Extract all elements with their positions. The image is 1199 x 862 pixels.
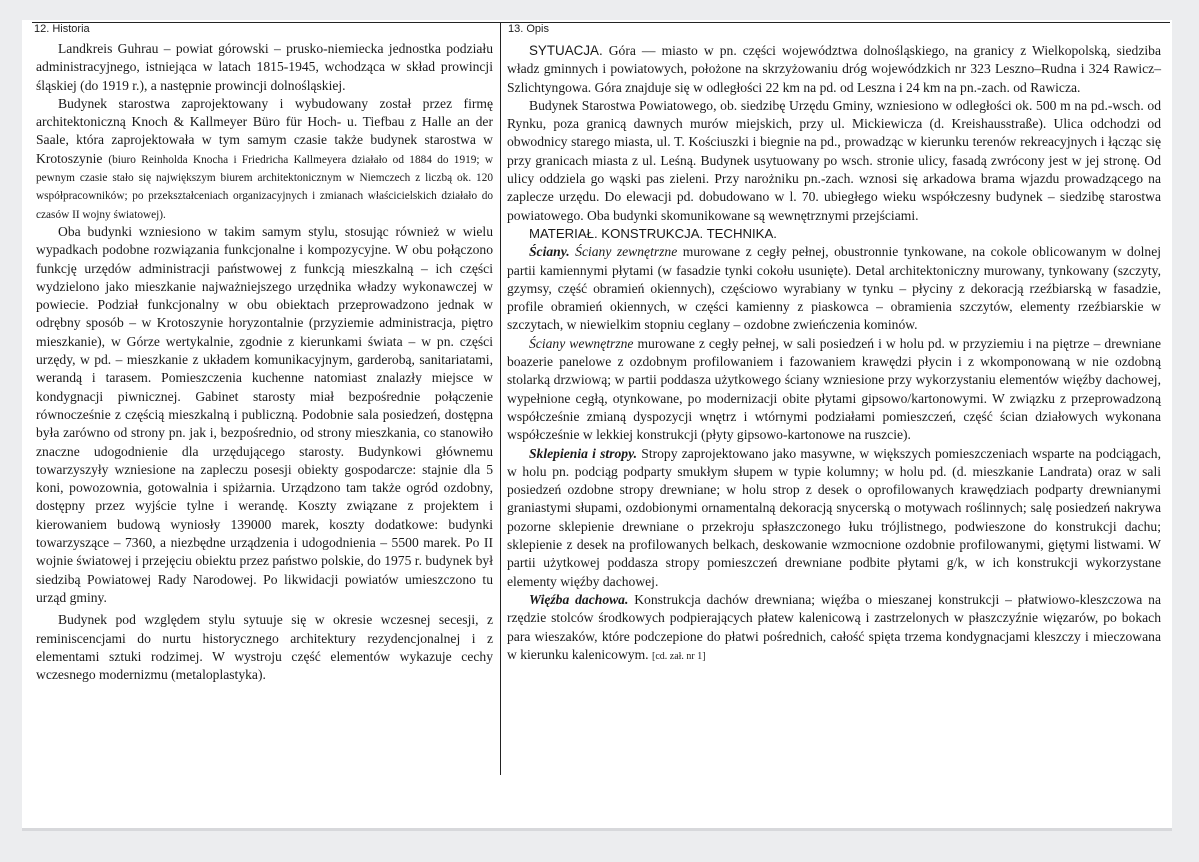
page-shadow-edge — [22, 828, 1172, 831]
history-paragraph-2 — [36, 95, 493, 223]
material-heading-line — [507, 225, 1161, 243]
continuation-note: [cd. zał. nr 1] — [651, 650, 706, 662]
column-divider — [500, 23, 501, 775]
history-column — [36, 40, 493, 684]
situation-text: Góra — miasto w pn. części województwa dolnośląskiego, na granicy z Wielkopolską, siedziba władz gminnych i powiatowych, położone na skrzyżowaniu dróg wojewódzkich nr 323 Leszno–Rudna i 324 Rawicz–Szlichtyngowa. Góra znajduje się w odległości 22 km na pd. od Leszna i 24 km na pn.-zach. od Rawicza. — [507, 43, 1161, 95]
material-heading: MATERIAŁ. KONSTRUKCJA. TECHNIKA. — [529, 225, 777, 241]
situation-paragraph-1 — [507, 42, 1161, 97]
situation-paragraph-2: Budynek Starostwa Powiatowego, ob. siedzibę Urzędu Gminy, wzniesiono w odległości ok. 500 m na pd.-wsch. od Rynku, poza granicą dawnych murów miejskich, przy ul. Mickiewicza (d. Kreishausstraße). Ulica odchodzi od obwodnicy starego miasta, ul. T. Kościuszki i biegnie na pd., prowadząc w kierunku terenów rekreacyjnych i łącząc się przy granicach miasta z ul. Leśną. Budynek usytuowany po wsch. stronie ulicy, fasadą zwrócony jest w jej stronę. Od ulicy oddziela go wąski pas zieleni. Przy narożniku pn.-zach. wznosi się arkadowa brama wjazdu prowadzącego na zaplecze urzędu. Do elewacji pd. dobudowano w l. 70. ubiegłego wieku współczesny budynek – siedzibę starostwa powiatowego. Oba budynki skomunikowane są wewnętrznymi przejściami. — [507, 97, 1161, 223]
history-paragraph-2-main: Budynek starostwa zaprojektowany i wybudowany został przez firmę architektoniczną Knoch & Kallmeyer Büro für Hoch- u. Tiefbau z Halle an der Saale, która zaprojektowała w tym samym czasie także budynek starostwa w Krotoszynie — [36, 95, 493, 166]
walls-interior-label: Ściany wewnętrzne — [529, 335, 634, 351]
roof-truss-text: Konstrukcja dachów drewniana; więźba o mieszanej konstrukcji – płatwiowo-kleszczowa na rzędzie stolców środkowych podpierających płatew kalenicową i zastrzelonych w płaszczyźnie więzarów, po bokach para wieszaków, które podczepione do płatwi pośrednich, całość spięta trzema kondygnacjami kleszczy i mieczowana w kierunku kalenicowym. — [507, 591, 1161, 662]
walls-label: Ściany. — [529, 244, 570, 260]
history-paragraph-2-note: (biuro Reinholda Knocha i Friedricha Kallmeyera działało od 1884 do 1919; w pewnym czasie stało się największym biurem architektonicznym w Niemczech z liczbą ok. 120 współpracowników; po przekształceniach organizacyjnych i zmianach właścicielskich działało do czasów II wojny światowej). — [36, 153, 493, 221]
header-rule — [32, 22, 1170, 23]
vaults-text: Stropy zaprojektowano jako masywne, w większych pomieszczeniach wsparte na podciągach, w holu pn. podciąg podparty smukłym słupem w typie kolumny; w holu pd. (d. mieszkanie Landrata) oraz w sali posiedzeń ozdobne stropy drewniane; w holu strop z desek o oprofilowanych krawędziach podparty drewnianymi graniastymi słupami, ozdobionymi ornamentalną dekoracją snycerską o motywach roślinnych; salę posiedzeń nakrywa pozorne sklepienie drewniane o przekroju spłaszczonego łuku trójlistnego, podwieszone do konstrukcji dachu; sklepienie z desek na profilowanych belkach, deskowanie wzmocnione ozdobnie profilowanymi, giętymi listwami. W partii użytkowej poddasza stropy pomieszczeń drewniane podbite płytami g/k, w ich konstrukcji wykorzystane elementy więźby dachowej. — [507, 445, 1161, 589]
section-label-history: 12. Historia — [34, 23, 90, 35]
situation-heading: SYTUACJA. — [529, 43, 603, 58]
walls-interior-text: murowane z cegły pełnej, w sali posiedzeń i w holu pd. w przyziemiu i na piętrze – drewniane boazerie panelowe z ozdobnym profilowaniem i fazowaniem krawędzi płycin i z wkomponowaną w nie ozdobną stolarką drzwiową; w partii poddasza użytkowego ściany wzniesione przy wykorzystaniu elementów więźby dachowej, wypełnione cegłą, otynkowane, po modernizacji obite płytami gipsowo/kartonowymi. W związku z przeprowadzoną współcześnie zmianą dyspozycji wnętrz i wtórnymi podziałami pomieszczeń, część ścian działowych wykonana współcześnie w lekkiej konstrukcji (płyty gipsowo-kartonowe na ruszcie). — [507, 335, 1162, 443]
history-paragraph-1: Landkreis Guhrau – powiat górowski – prusko-niemiecka jednostka podziału administracyjnego, istniejąca w latach 1815-1945, wchodząca w skład prowincji śląskiej (do 1919 r.), a następnie prowincji dolnośląskiej. — [36, 41, 493, 93]
vaults-paragraph — [507, 445, 1161, 591]
vaults-label: Sklepienia i stropy. — [529, 445, 638, 461]
section-label-description: 13. Opis — [508, 23, 549, 35]
walls-paragraph-exterior — [507, 243, 1161, 334]
walls-paragraph-interior — [507, 335, 1161, 445]
description-column — [507, 42, 1161, 666]
roof-truss-label: Więźba dachowa. — [529, 591, 629, 607]
walls-exterior-text: murowane z cegły pełnej, obustronnie tynkowane, na cokole oblicowanym w dolnej partii kamiennymi płytami (w fasadzie tynki cokołu usunięte). Detal architektoniczny murowany, tynkowany (szczyty, gzymsy, część obramień okiennych), częściowo wyrabiany w tynku – płyciny z dekoracją rzeźbiarską w fasadzie, profile obramień okiennych, w części kamienny z piaskowca – obramienia szczytów, elementy rzeźbiarskie w szczytach, w niewielkim stopniu ceglany – ozdobne zwieńczenia kominów. — [507, 244, 1162, 333]
history-paragraph-3: Oba budynki wzniesiono w takim samym stylu, stosując również w wielu wypadkach podobne rozwiązania funkcjonalne i kompozycyjne. W obu połączono funkcję urzędów administracji państwowej z funkcją mieszkalną – ich części wydzielono jako mieszkanie najważniejszego urzędnika władzy wykonawczej w powiecie. Podział funkcjonalny w obu obiektach przeprowadzono jednak w odrębny sposób – w Krotoszynie horyzontalnie (przyziemie administracja, piętro mieszkanie), w Górze wertykalnie, zgodnie z kierunkami świata – w pn. części urzędy, w pd. – mieszkanie z układem komunikacyjnym, garderobą, sanitariatami, werandą i tarasem. Pomieszczenia kuchenne natomiast znalazły miejsce w kondygnacji piwnicznej. Gabinet starosty miał bezpośrednie połączenie równocześnie z częścią mieszkalną i publiczną. Podobnie sala posiedzeń, dostępna była zarówno od strony pn. jak i, bezpośrednio, od strony mieszkania, co stanowiło znaczne udogodnienie dla urzędującego starosty. Budynkowi głównemu towarzyszyły wzniesione na zapleczu posesji obiekty gospodarcze: stajnie dla 5 koni, powozownia, gotowalnia i spiżarnia. Urządzono tam także ogród ozdobny, dostępny przez wyjście tylne i werandę. Koszty związane z projektem i kierowaniem budową wyniosły 139000 marek, koszty dodatkowe: budynki towarzyszące – 7360, a niezbędne urządzenia i udogodnienia – 5500 marek. Po II wojnie światowej i przejęciu obiektu przez państwo polskie, do 1975 r. budynek był siedzibą Powiatowej Rady Narodowej. Po likwidacji powiatów umieszczono tu urząd gminy. — [36, 223, 493, 605]
history-paragraph-4: Budynek pod względem stylu sytuuje się w okresie wczesnej secesji, z reminiscencjami do nurtu historycznego architektury rezydencjonalnej i z elementami sztuki rodzimej. W wystroju część elementów wykazuje cechy wczesnego modernizmu (metaloplastyka). — [36, 612, 493, 683]
roof-truss-paragraph — [507, 591, 1161, 666]
walls-exterior-label: Ściany zewnętrzne — [575, 244, 678, 260]
